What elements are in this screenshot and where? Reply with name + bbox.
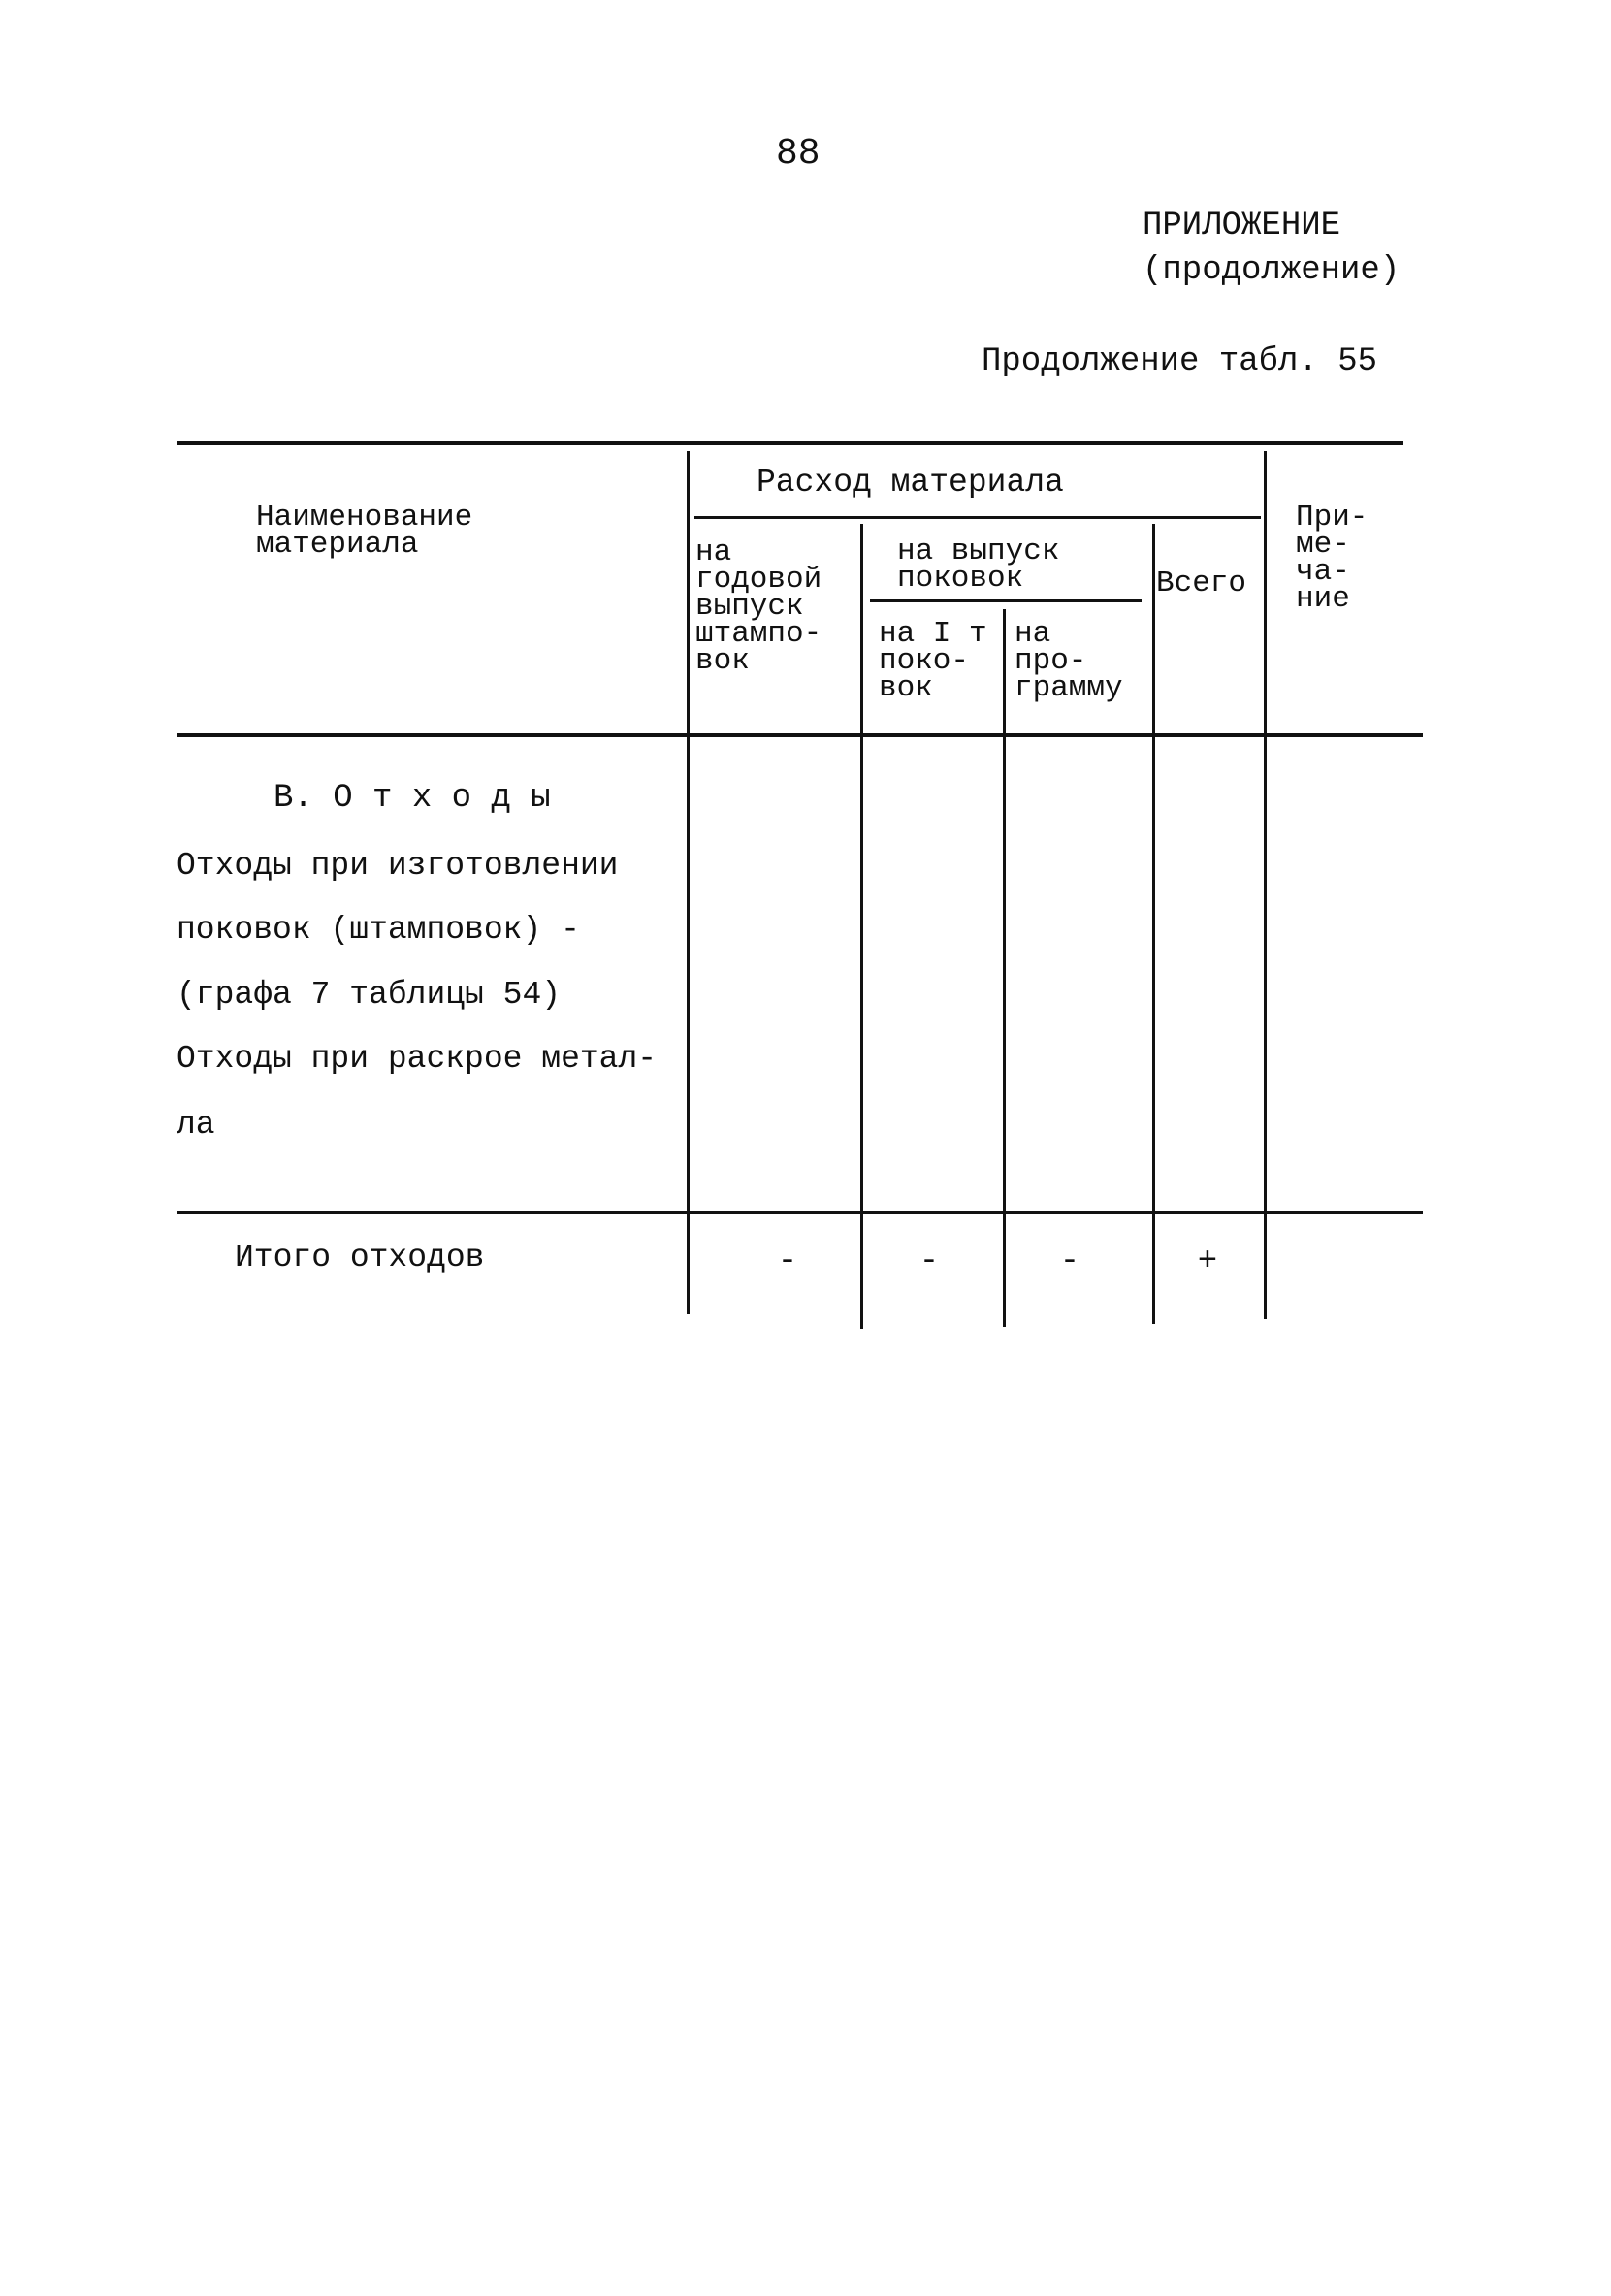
body-bottom-rule xyxy=(177,1211,1423,1214)
header-total: Всего xyxy=(1156,566,1247,600)
col-divider-per-ton xyxy=(1003,609,1006,1327)
table-row: (графа 7 таблицы 54) xyxy=(177,977,562,1013)
total-total-value: + xyxy=(1197,1244,1218,1280)
total-per-ton-value: - xyxy=(918,1244,940,1280)
col-divider-name xyxy=(687,451,690,1314)
page-number: 88 xyxy=(776,133,821,175)
section-title: В. О т х о д ы xyxy=(274,780,551,817)
header-name: Наименование материала xyxy=(256,501,473,562)
col-divider-annual xyxy=(860,524,863,1329)
total-row-label: Итого отходов xyxy=(235,1240,485,1276)
table-top-rule xyxy=(177,441,1403,445)
table-row: Отходы при раскрое метал- xyxy=(177,1041,658,1077)
header-program: на про- грамму xyxy=(1015,617,1123,705)
header-consumption: Расход материала xyxy=(757,465,1064,501)
appendix-subtitle: (продолжение) xyxy=(1143,252,1401,289)
release-underline xyxy=(870,599,1142,602)
total-annual-value: - xyxy=(777,1244,798,1280)
header-bottom-rule xyxy=(177,733,1423,737)
table-row: ла xyxy=(177,1107,215,1143)
col-divider-program xyxy=(1152,524,1155,1324)
appendix-title: ПРИЛОЖЕНИЕ xyxy=(1143,208,1341,244)
table-row: Отходы при изготовлении xyxy=(177,848,619,884)
header-annual: на годовой выпуск штампо- вок xyxy=(695,535,822,678)
col-divider-total xyxy=(1264,451,1267,1319)
table-row: поковок (штамповок) - xyxy=(177,912,580,948)
consumption-underline xyxy=(694,516,1261,519)
header-per-ton: на I т поко- вок xyxy=(879,617,987,705)
total-program-value: - xyxy=(1059,1244,1080,1280)
header-release: на выпуск поковок xyxy=(897,534,1060,596)
header-note: При- ме- ча- ние xyxy=(1296,501,1369,616)
table-caption: Продолжение табл. 55 xyxy=(982,343,1378,380)
